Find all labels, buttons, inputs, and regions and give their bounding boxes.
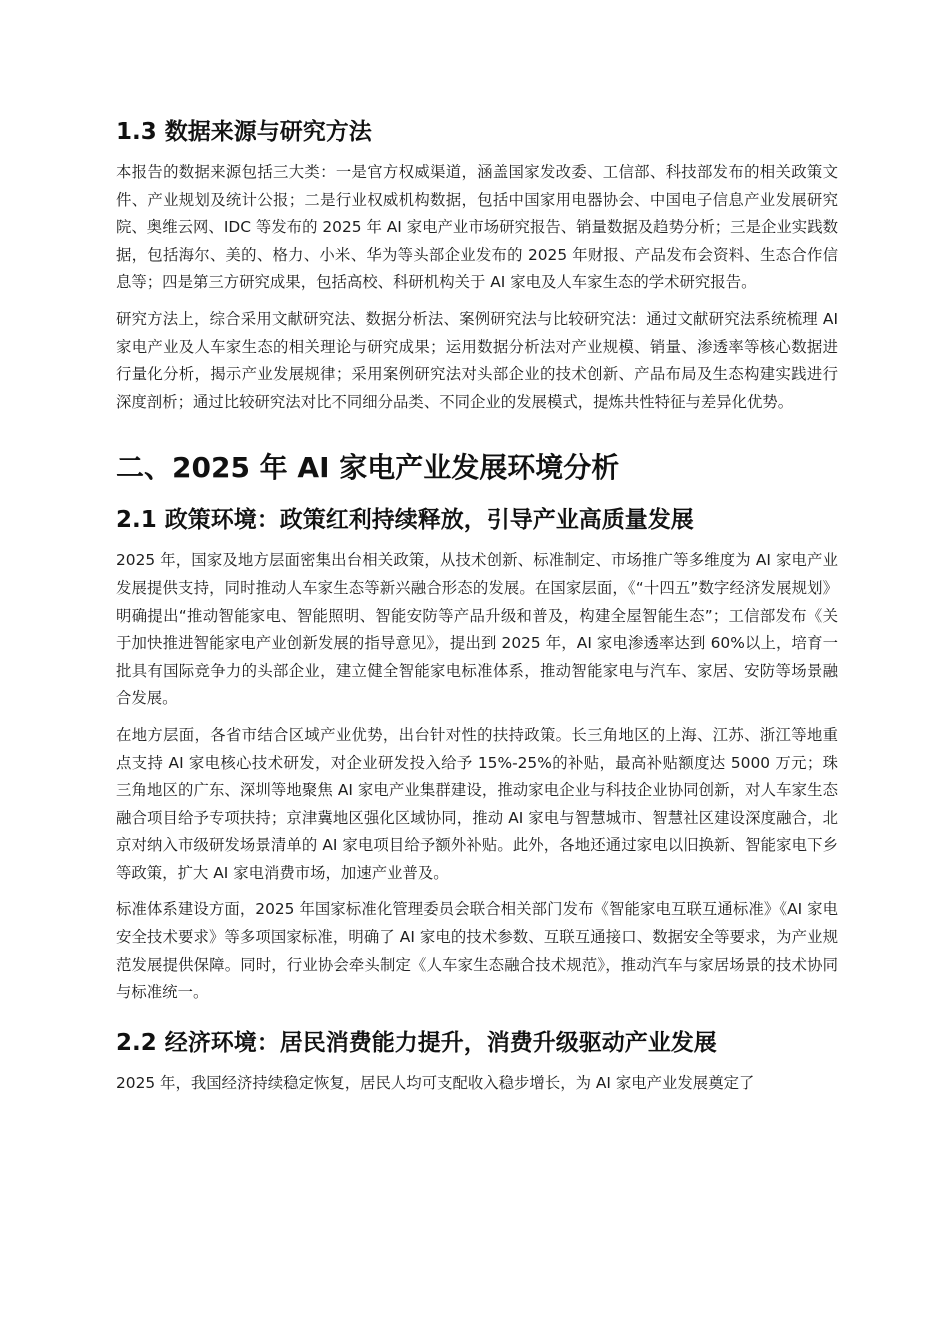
- section-heading-1-3: 1.3 数据来源与研究方法: [116, 119, 372, 145]
- document-page: [116, 112, 838, 1097]
- paragraph-national-policy: 2025 年，国家及地方层面密集出台相关政策，从技术创新、标准制定、市场推广等多维度为 AI 家电产业发展提供支持，同时推动人车家生态等新兴融合形态的发展。在国家层面，《“十四五”数字经济发展规划》明确提出“推动智能家电、智能照明、智能安防等产品升级和普及，构建全屋智能生态”；工信部发布《关于加快推进智能家电产业创新发展的指导意见》，提出到 2025 年，AI 家电渗透率达到 60%以上，培育一批具有国际竞争力的头部企业，建立健全智能家电标准体系，推动智能家电与汽车、家居、安防等场景融合发展。: [116, 551, 838, 708]
- paragraph-standards: 标准体系建设方面，2025 年国家标准化管理委员会联合相关部门发布《智能家电互联互通标准》《AI 家电安全技术要求》等多项国家标准，明确了 AI 家电的技术参数、互联互通接口、数据安全等要求，为产业规范发展提供保障。同时，行业协会牵头制定《人车家生态融合技术规范》，推动汽车与家居场景的技术协同与标准统一。: [116, 900, 838, 1002]
- chapter-heading-2: 二、2025 年 AI 家电产业发展环境分析: [116, 451, 620, 485]
- paragraph-local-policy: 在地方层面，各省市结合区域产业优势，出台针对性的扶持政策。长三角地区的上海、江苏、浙江等地重点支持 AI 家电核心技术研发，对企业研发投入给予 15%-25%的补贴，最高补贴额度达 5000 万元；珠三角地区的广东、深圳等地聚焦 AI 家电产业集群建设，推动家电企业与科技企业协同创新，对人车家生态融合项目给予专项扶持；京津冀地区强化区域协同，推动 AI 家电与智慧城市、智慧社区建设深度融合，北京对纳入市级研发场景清单的 AI 家电项目给予额外补贴。此外，各地还通过家电以旧换新、智能家电下乡等政策，扩大 AI 家电消费市场，加速产业普及。: [116, 725, 838, 882]
- section-heading-2-1: 2.1 政策环境：政策红利持续释放，引导产业高质量发展: [116, 507, 694, 534]
- paragraph-data-sources: 本报告的数据来源包括三大类：一是官方权威渠道，涵盖国家发改委、工信部、科技部发布的相关政策文件、产业规划及统计公报；二是行业权威机构数据，包括中国家用电器协会、中国电子信息产业发展研究院、奥维云网、IDC 等发布的 2025 年 AI 家电产业市场研究报告、销量数据及趋势分析；三是企业实践数据，包括海尔、美的、格力、小米、华为等头部企业发布的 2025 年财报、产品发布会资料、生态合作信息等；四是第三方研究成果，包括高校、科研机构关于 AI 家电及人车家生态的学术研究报告。: [116, 163, 838, 292]
- paragraph-research-methods: 研究方法上，综合采用文献研究法、数据分析法、案例研究法与比较研究法：通过文献研究法系统梳理 AI 家电产业及人车家生态的相关理论与研究成果；运用数据分析法对产业规模、销量、渗透率等核心数据进行量化分析，揭示产业发展规律；采用案例研究法对头部企业的技术创新、产品布局及生态构建实践进行深度剖析；通过比较研究法对比不同细分品类、不同企业的发展模式，提炼共性特征与差异化优势。: [116, 309, 838, 411]
- paragraph-economic-environment: 2025 年，我国经济持续稳定恢复，居民人均可支配收入稳步增长，为 AI 家电产业发展奠定了: [116, 1073, 755, 1092]
- section-heading-2-2: 2.2 经济环境：居民消费能力提升，消费升级驱动产业发展: [116, 1029, 717, 1056]
